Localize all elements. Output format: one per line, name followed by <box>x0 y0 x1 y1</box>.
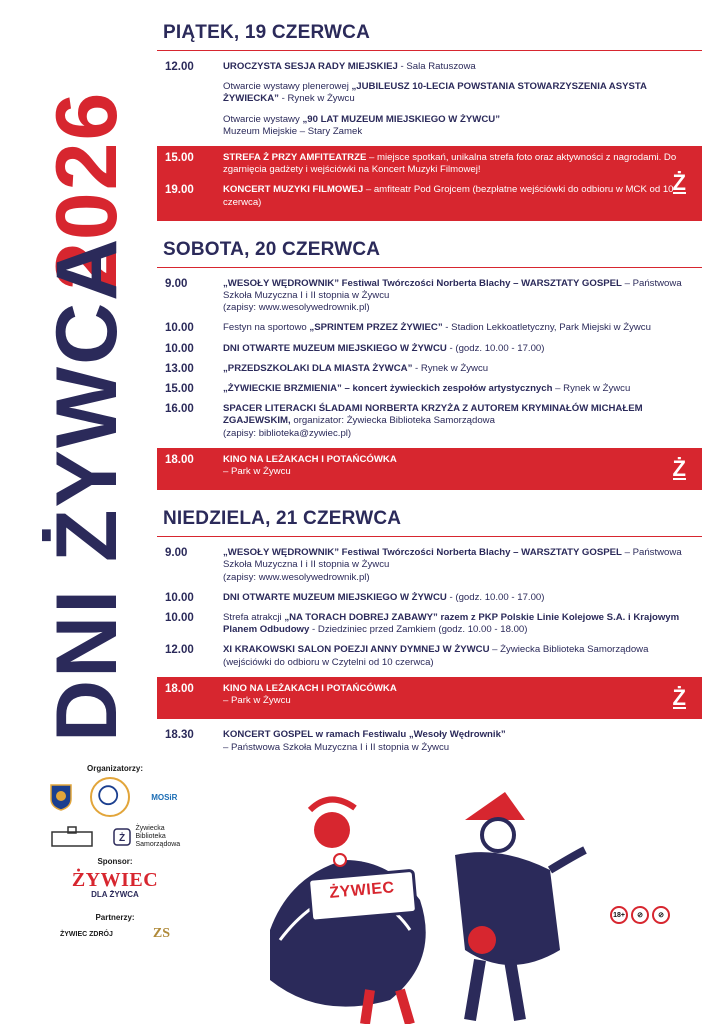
schedule-row <box>157 152 702 176</box>
event-title: „90 LAT MUZEUM MIEJSKIEGO W ŻYWCU” <box>302 113 500 125</box>
zywiec-z-letter: Ż <box>672 170 686 196</box>
event-description <box>223 592 696 604</box>
event-time: 10.00 <box>165 591 194 604</box>
event-sub: (zapisy: www.wesolywedrownik.pl) <box>223 571 370 583</box>
event-time: 12.00 <box>165 61 194 73</box>
event-title: STREFA Ż PRZY AMFITEATRZE <box>223 152 367 164</box>
event-sub: – Państwowa Szkoła Muzyczna I i II stopnia w Żywcu <box>223 741 450 753</box>
event-time: 9.00 <box>165 277 188 290</box>
event-title: KINO NA LEŻAKACH I POTAŃCÓWKA <box>223 682 397 694</box>
event-detail: – amfiteatr Pod Grojcem (bezpłatne wejściówki do odbioru w MCK od 10 czerwca) <box>223 184 674 208</box>
event-detail: – Rynek w Żywcu <box>552 383 631 395</box>
schedule-row <box>157 612 702 636</box>
event-pre: Otwarcie wystawy plenerowej <box>223 81 352 93</box>
event-title: „NA TORACH DOBREJ ZABAWY” razem z PKP Polskie Linie Kolejowe S.A. i Krajowym Planem Odbudowy <box>223 612 680 636</box>
schedule-row <box>157 453 702 482</box>
event-detail: - Sala Ratuszowa <box>397 61 476 72</box>
highlight-box <box>157 146 702 221</box>
city-coat-of-arms-icon <box>49 783 73 811</box>
schedule-row <box>157 383 702 395</box>
event-description <box>223 152 696 176</box>
library-icon <box>113 828 131 846</box>
event-sub: – Park w Żywcu <box>223 695 291 707</box>
schedule-row <box>157 729 702 753</box>
zywiec-z-logo-icon <box>673 685 686 711</box>
event-description <box>223 322 696 334</box>
event-title: KONCERT GOSPEL w ramach Festiwalu „Wesoły Wędrownik” <box>223 729 506 741</box>
zywiec-z-letter: Ż <box>672 456 686 482</box>
event-description <box>223 81 696 105</box>
event-time: 12.00 <box>165 644 194 657</box>
event-detail: – Państwowa Szkoła Muzyczna I i II stopnia w Żywcu <box>223 277 682 302</box>
event-detail: - (godz. 10.00 - 17.00) <box>446 591 545 603</box>
event-title: „ŻYWIECKIE BRZMIENIA” – koncert żywieckich zespołów artystycznych <box>223 383 553 395</box>
schedule-row <box>157 184 702 208</box>
event-sub: (zapisy: biblioteka@zywiec.pl) <box>223 427 352 439</box>
dancers-illustration <box>250 780 595 1024</box>
no-car-icon: ⊘ <box>652 906 670 924</box>
sponsor-sub: DLA ŻYWCA <box>91 890 139 899</box>
event-description <box>223 682 696 711</box>
event-time: 19.00 <box>165 184 194 197</box>
event-title: „WESOŁY WĘDROWNIK” Festiwal Twórczości Norberta Blachy – WARSZTATY GOSPEL <box>223 277 622 289</box>
zywiec-z-logo-icon <box>673 170 686 196</box>
event-description <box>223 278 696 315</box>
day-heading: SOBOTA, 20 CZERWCA <box>157 231 702 268</box>
vertical-title <box>0 0 150 760</box>
highlight-box <box>157 448 702 490</box>
event-time: 9.00 <box>165 547 188 560</box>
schedule-row <box>157 592 702 604</box>
event-detail: – miejsce spotkań, unikalna strefa foto oraz aktywności z nagrodami. Do zgarnięcia gadżety i wejściówki na Koncert Muzyki Filmowej! <box>223 152 677 176</box>
library-name-1: Żywiecka <box>135 825 165 832</box>
event-time: 18.30 <box>165 729 194 742</box>
event-description <box>223 547 696 584</box>
sponsor-logo: ŻYWIEC <box>71 869 159 891</box>
zywiec-z-logo-icon <box>673 456 686 482</box>
event-pre: Festyn na sportowo <box>223 322 310 334</box>
event-pre: Strefa atrakcji <box>223 612 285 624</box>
event-time: 13.00 <box>165 362 194 375</box>
folk-dancers-icon <box>250 780 595 1024</box>
event-description <box>223 343 696 355</box>
library-name-3: Samorządowa <box>135 841 181 848</box>
title-main: DNI ŻYWCA <box>39 236 135 742</box>
event-title: DNI OTWARTE MUZEUM MIEJSKIEGO W ŻYWCU <box>223 342 447 354</box>
schedule-row <box>157 547 702 584</box>
schedule-row <box>157 644 702 668</box>
highlight-box <box>157 677 702 719</box>
schedule-row <box>157 81 702 105</box>
town-hall-icon <box>50 826 94 848</box>
event-detail: - (godz. 10.00 - 17.00) <box>446 342 545 354</box>
organizers-logos <box>40 777 190 817</box>
svg-text:Ż: Ż <box>119 833 126 844</box>
mosir-logo: MOSiR <box>151 792 178 802</box>
event-pre: Otwarcie wystawy <box>223 113 303 125</box>
partner-zs-logo: ZS <box>152 926 170 941</box>
no-glass-icon: ⊘ <box>631 906 649 924</box>
zywiec-z-letter: Ż <box>672 685 686 711</box>
event-detail: - Stadion Lekkoatletyczny, Park Miejski w Żywcu <box>442 322 651 334</box>
event-detail: – Żywiecka Biblioteka Samorządowa (wejściówki do odbioru w Czytelni od 10 czerwca) <box>223 644 649 668</box>
partner-zywiec-zdroj: ŻYWIEC ZDRÓJ <box>59 930 113 938</box>
schedule-row <box>157 682 702 711</box>
event-description <box>223 453 696 482</box>
event-title: „PRZEDSZKOLAKI DLA MIASTA ŻYWCA” <box>223 362 413 374</box>
event-time: 10.00 <box>165 342 194 355</box>
event-time: 15.00 <box>165 383 194 396</box>
library-logo <box>113 825 180 849</box>
partners-logos <box>40 926 190 942</box>
event-sub: Muzeum Miejskie – Stary Zamek <box>223 125 363 137</box>
mck-logo-icon <box>90 777 130 817</box>
sponsor-label: Sponsor: <box>97 857 133 866</box>
event-time: 18.00 <box>165 682 194 695</box>
partners-label: Partnerzy: <box>95 913 135 922</box>
schedule-row <box>157 61 702 73</box>
event-title: SPACER LITERACKI ŚLADAMI NORBERTA KRZYŻA Z AUTOREM KRYMINAŁÓW MICHAŁEM ZGAJEWSKIM, <box>223 403 643 427</box>
event-description <box>223 363 696 375</box>
event-title: „SPRINTEM PRZEZ ŻYWIEC” <box>309 322 443 334</box>
event-detail: – Państwowa Szkoła Muzyczna I i II stopnia w Żywcu <box>223 547 682 571</box>
event-detail: - Dziedziniec przed Zamkiem (godz. 10.00 - 18.00) <box>309 624 528 636</box>
event-time: 10.00 <box>165 322 194 335</box>
event-time: 10.00 <box>165 612 194 625</box>
event-description <box>223 383 696 395</box>
schedule-row <box>157 278 702 315</box>
event-description <box>223 644 696 668</box>
zywiec-banner: ŻYWIEC <box>328 879 396 902</box>
event-title: XI KRAKOWSKI SALON POEZJI ANNY DYMNEJ W ŻYWCU <box>223 644 490 656</box>
schedule-row <box>157 363 702 375</box>
sponsors-section <box>40 764 190 942</box>
schedule-row <box>157 343 702 355</box>
library-name-2: Biblioteka <box>135 833 166 840</box>
event-sub: (zapisy: www.wesolywedrownik.pl) <box>223 302 370 314</box>
event-title: KINO NA LEŻAKACH I POTAŃCÓWKA <box>223 453 397 465</box>
day-heading: PIĄTEK, 19 CZERWCA <box>157 14 702 51</box>
event-time: 16.00 <box>165 403 194 416</box>
schedule <box>157 14 702 762</box>
title-year: 2026 <box>39 90 135 290</box>
schedule-row <box>157 322 702 334</box>
event-title: KONCERT MUZYKI FILMOWEJ <box>223 184 364 196</box>
event-description <box>223 403 696 440</box>
day-heading: NIEDZIELA, 21 CZERWCA <box>157 500 702 537</box>
event-sub: – Park w Żywcu <box>223 466 291 478</box>
event-time: 18.00 <box>165 453 194 466</box>
event-title: „WESOŁY WĘDROWNIK” Festiwal Twórczości Norberta Blachy – WARSZTATY GOSPEL <box>223 547 622 559</box>
event-detail: organizator: Żywiecka Biblioteka Samorządowa <box>290 415 495 427</box>
event-detail: - Rynek w Żywcu <box>278 93 355 105</box>
schedule-row <box>157 114 702 138</box>
event-description <box>223 612 696 636</box>
event-detail: - Rynek w Żywcu <box>412 362 489 374</box>
event-title: „JUBILEUSZ 10-LECIA POWSTANIA STOWARZYSZENIA ASYSTA ŻYWIECKA” <box>223 81 647 105</box>
event-title: UROCZYSTA SESJA RADY MIEJSKIEJ <box>223 61 398 72</box>
prohibition-icons <box>610 906 670 924</box>
organizers-logos-2 <box>40 825 190 849</box>
event-description <box>223 729 696 753</box>
event-description <box>223 184 696 208</box>
schedule-row <box>157 403 702 440</box>
organizers-label: Organizatorzy: <box>86 764 143 773</box>
age-18-icon: 18+ <box>610 906 628 924</box>
event-description <box>223 114 696 138</box>
event-description <box>223 61 696 73</box>
event-title: DNI OTWARTE MUZEUM MIEJSKIEGO W ŻYWCU <box>223 591 447 603</box>
event-time: 15.00 <box>165 152 194 165</box>
